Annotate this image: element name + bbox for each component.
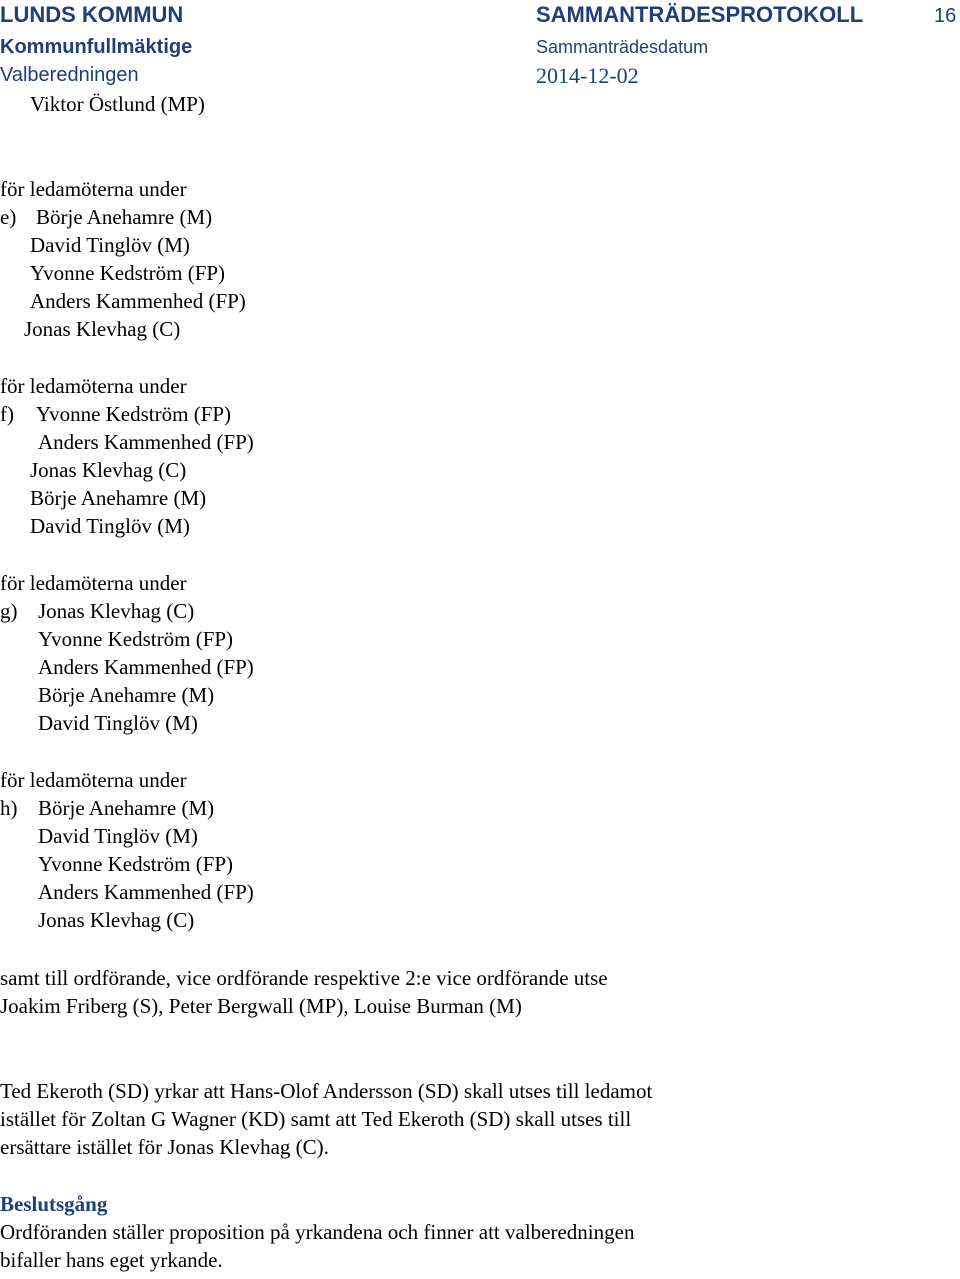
member-name: Yvonne Kedström (FP) <box>30 261 226 285</box>
member-name: Anders Kammenhed (FP) <box>30 289 246 313</box>
member-name: Jonas Klevhag (C) <box>38 908 195 932</box>
member-name: Anders Kammenhed (FP) <box>38 430 254 454</box>
member-name: David Tinglöv (M) <box>30 514 190 538</box>
member-name: David Tinglöv (M) <box>38 824 198 848</box>
group-letter: h) <box>0 796 18 820</box>
member-name: Yvonne Kedström (FP) <box>36 402 232 426</box>
decision-text: bifaller hans eget yrkande. <box>0 1248 223 1272</box>
member-name: Jonas Klevhag (C) <box>38 599 195 623</box>
member-name: Börje Anehamre (M) <box>38 796 215 820</box>
continuation-line: Viktor Östlund (MP) <box>30 92 205 116</box>
member-name: Anders Kammenhed (FP) <box>38 880 254 904</box>
group-intro: för ledamöterna under <box>0 571 187 595</box>
group-intro: för ledamöterna under <box>0 374 187 398</box>
member-name: Börje Anehamre (M) <box>36 205 213 229</box>
motion-text: ersättare istället för Jonas Klevhag (C). <box>0 1135 329 1159</box>
committee-name: Valberedningen <box>0 64 139 86</box>
meeting-date-label: Sammanträdesdatum <box>536 37 709 57</box>
member-name: Anders Kammenhed (FP) <box>38 655 254 679</box>
chairs-text: samt till ordförande, vice ordförande respektive 2:e vice ordförande utse <box>0 966 608 990</box>
page-number: 16 <box>934 5 957 27</box>
member-name: David Tinglöv (M) <box>30 233 190 257</box>
member-name: Jonas Klevhag (C) <box>24 317 181 341</box>
group-intro: för ledamöterna under <box>0 768 187 792</box>
motion-text: istället för Zoltan G Wagner (KD) samt att Ted Ekeroth (SD) skall utses till <box>0 1107 632 1131</box>
group-letter: e) <box>0 205 17 229</box>
member-name: Jonas Klevhag (C) <box>30 458 187 482</box>
chairs-names: Joakim Friberg (S), Peter Bergwall (MP), Louise Burman (M) <box>0 994 522 1018</box>
section-heading: Beslutsgång <box>0 1192 108 1216</box>
member-name: Yvonne Kedström (FP) <box>38 852 234 876</box>
group-intro: för ledamöterna under <box>0 177 187 201</box>
decision-text: Ordföranden ställer proposition på yrkandena och finner att valberedningen <box>0 1220 635 1244</box>
motion-text: Ted Ekeroth (SD) yrkar att Hans-Olof Andersson (SD) skall utses till ledamot <box>0 1079 653 1103</box>
meeting-date: 2014-12-02 <box>536 63 639 88</box>
decision-body: Kommunfullmäktige <box>0 36 193 58</box>
member-name: Yvonne Kedström (FP) <box>38 627 234 651</box>
municipality-name: LUNDS KOMMUN <box>0 2 184 27</box>
member-name: Börje Anehamre (M) <box>38 683 215 707</box>
member-name: Börje Anehamre (M) <box>30 486 207 510</box>
member-name: David Tinglöv (M) <box>38 711 198 735</box>
group-letter: f) <box>0 402 14 426</box>
group-letter: g) <box>0 599 18 623</box>
document-type: SAMMANTRÄDESPROTOKOLL <box>536 2 864 27</box>
